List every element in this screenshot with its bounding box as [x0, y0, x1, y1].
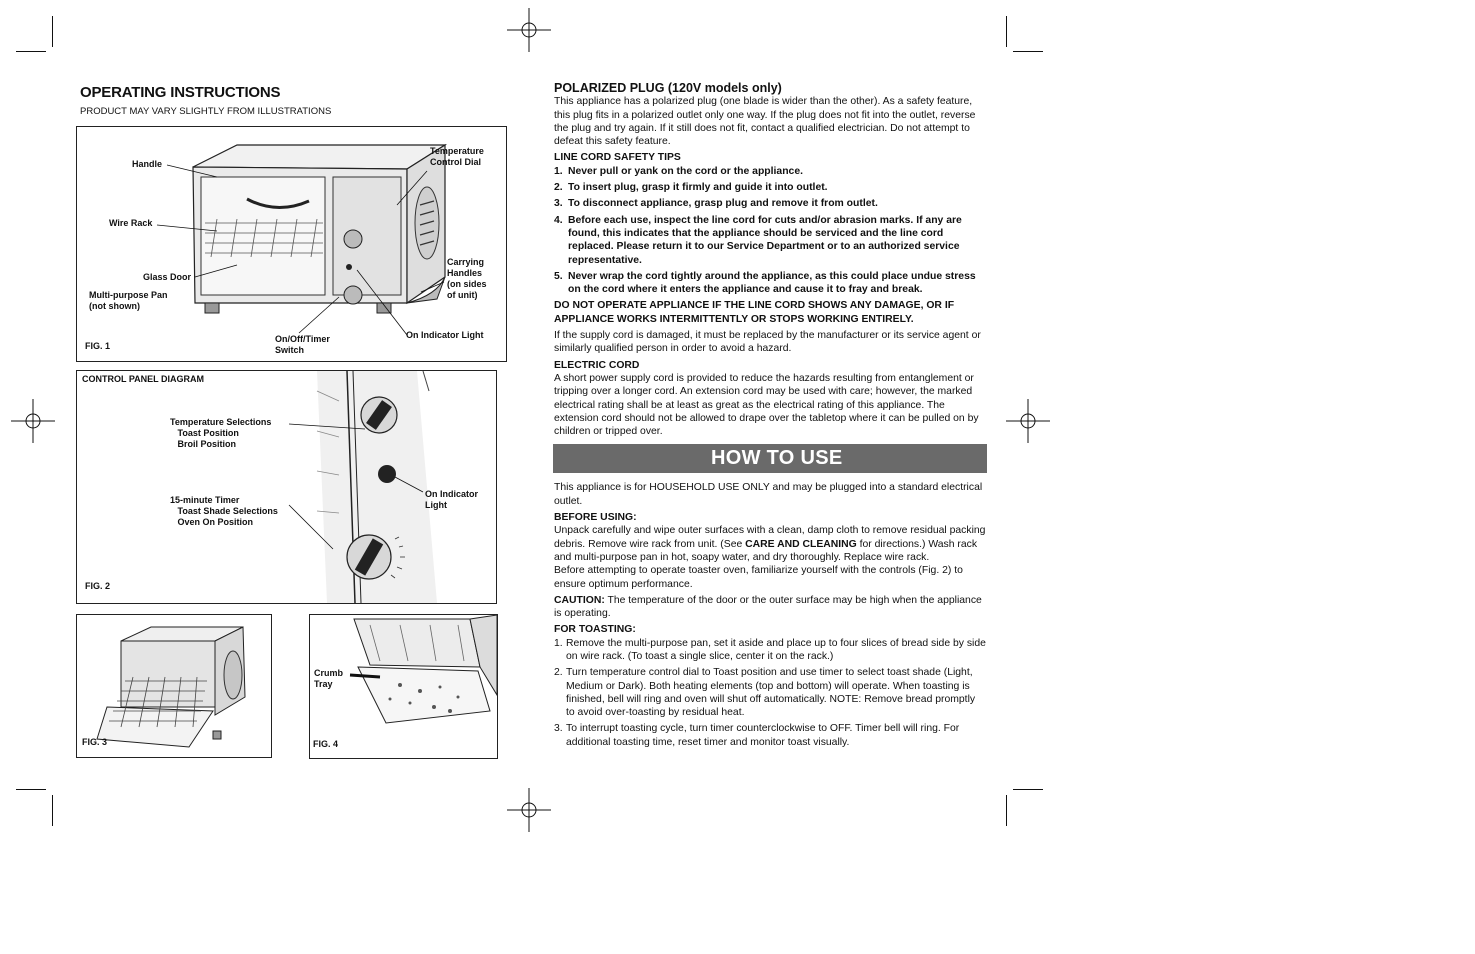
for-toasting-title: FOR TOASTING: [554, 624, 636, 636]
figure-label: FIG. 3 [82, 737, 108, 747]
figure-label: FIG. 1 [85, 341, 111, 351]
registration-mark-icon [1006, 399, 1050, 443]
oven-open-door-illustration [77, 615, 271, 757]
callout-carrying-handles: Carrying Handles (on sides of unit) [447, 257, 487, 300]
how-to-use-banner: HOW TO USE [553, 444, 987, 473]
control-panel-heading: CONTROL PANEL DIAGRAM [82, 374, 205, 384]
callout-timer-switch: On/Off/Timer Switch [275, 334, 330, 355]
list-item: 3. To disconnect appliance, grasp plug and remove it from outlet. [554, 198, 878, 210]
crop-mark [16, 51, 46, 52]
electric-cord-body: A short power supply cord is provided to reduce the hazards resulting from entanglement or tripping over a longer cord. An extension cord may be used with care; however, the marked electrical rating shall be at least as great as the electrical rating of this appliance. The extension cord should not be allowed to drape over the tabletop where it can be pulled on by children or tripped over. [554, 372, 979, 438]
crop-mark [1006, 16, 1007, 47]
control-panel-illustration [77, 371, 496, 603]
callout-temperature-selections: Temperature Selections Toast Position Broil Position [170, 417, 272, 449]
cord-tips-title: LINE CORD SAFETY TIPS [554, 152, 681, 164]
registration-mark-icon [11, 399, 55, 443]
page-subtitle: PRODUCT MAY VARY SLIGHTLY FROM ILLUSTRATIONS [80, 106, 332, 117]
polarized-plug-body: This appliance has a polarized plug (one blade is wider than the other). As a safety feature, this plug fits in a polarized outlet only one way. If the plug does not fit into the outlet, reverse the plug and try again. If it still does not fit, contact a qualified electrician. Do not attempt to defeat this safety feature. [554, 96, 976, 148]
crop-mark [52, 795, 53, 826]
crop-mark [1013, 51, 1043, 52]
damage-warning: DO NOT OPERATE APPLIANCE IF THE LINE CORD SHOWS ANY DAMAGE, OR IF APPLIANCE WORKS INTERMITTENTLY OR STOPS WORKING ENTIRELY. [554, 300, 955, 325]
caution-text: CAUTION: The temperature of the door or the outer surface may be high when the appliance is operating. [554, 594, 982, 620]
callout-handle: Handle [132, 159, 163, 169]
figure-label: FIG. 2 [85, 581, 111, 591]
registration-mark-icon [507, 788, 551, 832]
before-using-title: BEFORE USING: [554, 512, 637, 524]
figure-label: FIG. 4 [313, 739, 339, 749]
crop-mark [52, 16, 53, 47]
list-item: 5. Never wrap the cord tightly around the appliance, as this could place undue stress on the cord where it enters the appliance and cause it to fray and break. [554, 270, 976, 296]
figure-3 [76, 614, 272, 758]
crop-mark [16, 789, 46, 790]
list-item: 2. To insert plug, grasp it firmly and guide it into outlet. [554, 182, 828, 194]
callout-timer: 15-minute Timer Toast Shade Selections Oven On Position [170, 495, 278, 527]
callout-wire-rack: Wire Rack [109, 218, 153, 228]
figure-2 [76, 370, 497, 604]
figure-1 [76, 126, 507, 362]
callout-glass-door: Glass Door [143, 272, 192, 282]
callout-temperature-dial: Temperature Control Dial [430, 146, 484, 167]
callout-crumb-tray: Crumb Tray [314, 668, 343, 689]
list-item: 1. Remove the multi-purpose pan, set it aside and place up to four slices of bread side by side on wire rack. (To toast a single slice, center it on the rack.) [554, 637, 986, 662]
callout-indicator-light: On Indicator Light [425, 489, 479, 510]
polarized-plug-title: POLARIZED PLUG (120V models only) [554, 81, 782, 95]
familiarize-text: Before attempting to operate toaster oven, familiarize yourself with the controls (Fig. 2) to ensure optimum performance. [554, 565, 963, 590]
list-item: 2. Turn temperature control dial to Toast position and use timer to select toast shade (Light, Medium or Dark). Both heating elements (top and bottom) will operate. When toasting is finished, bell will ring and oven will shut off automatically. NOTE: Remove bread promptly to avoid over-toasting by residual heat. [554, 667, 976, 719]
figure-4 [309, 614, 498, 759]
right-column [554, 82, 986, 749]
damaged-cord-text: If the supply cord is damaged, it must be replaced by the manufacturer or its service agent or similarly qualified person in order to avoid a hazard. [554, 330, 981, 355]
page-title: OPERATING INSTRUCTIONS [80, 84, 281, 101]
list-item: 3. To interrupt toasting cycle, turn timer counterclockwise to OFF. Timer bell will ring. For additional toasting time, reset timer and monitor toast visually. [554, 723, 960, 748]
list-item: 4. Before each use, inspect the line cord for cuts and/or abrasion marks. If any are found, this indicates that the appliance should be serviced and the line cord replaced. Please return it to our Service Department or to an authorized service representative. [554, 214, 962, 266]
callout-indicator-light: On Indicator Light [406, 330, 484, 340]
household-use-text: This appliance is for HOUSEHOLD USE ONLY and may be plugged into a standard electrical outlet. [554, 482, 983, 507]
electric-cord-title: ELECTRIC CORD [554, 359, 640, 371]
callout-multipurpose-pan: Multi-purpose Pan (not shown) [89, 290, 168, 311]
before-using-body: Unpack carefully and wipe outer surfaces with a clean, damp cloth to remove residual packing debris. Remove wire rack from unit. (See CARE AND CLEANING for directions.) Wash rack and multi-purpose pan in hot, soapy water, and dry thoroughly. Replace wire rack. [554, 525, 986, 563]
crop-mark [1013, 789, 1043, 790]
registration-mark-icon [507, 8, 551, 52]
crop-mark [1006, 795, 1007, 826]
list-item: 1. Never pull or yank on the cord or the appliance. [554, 165, 803, 177]
